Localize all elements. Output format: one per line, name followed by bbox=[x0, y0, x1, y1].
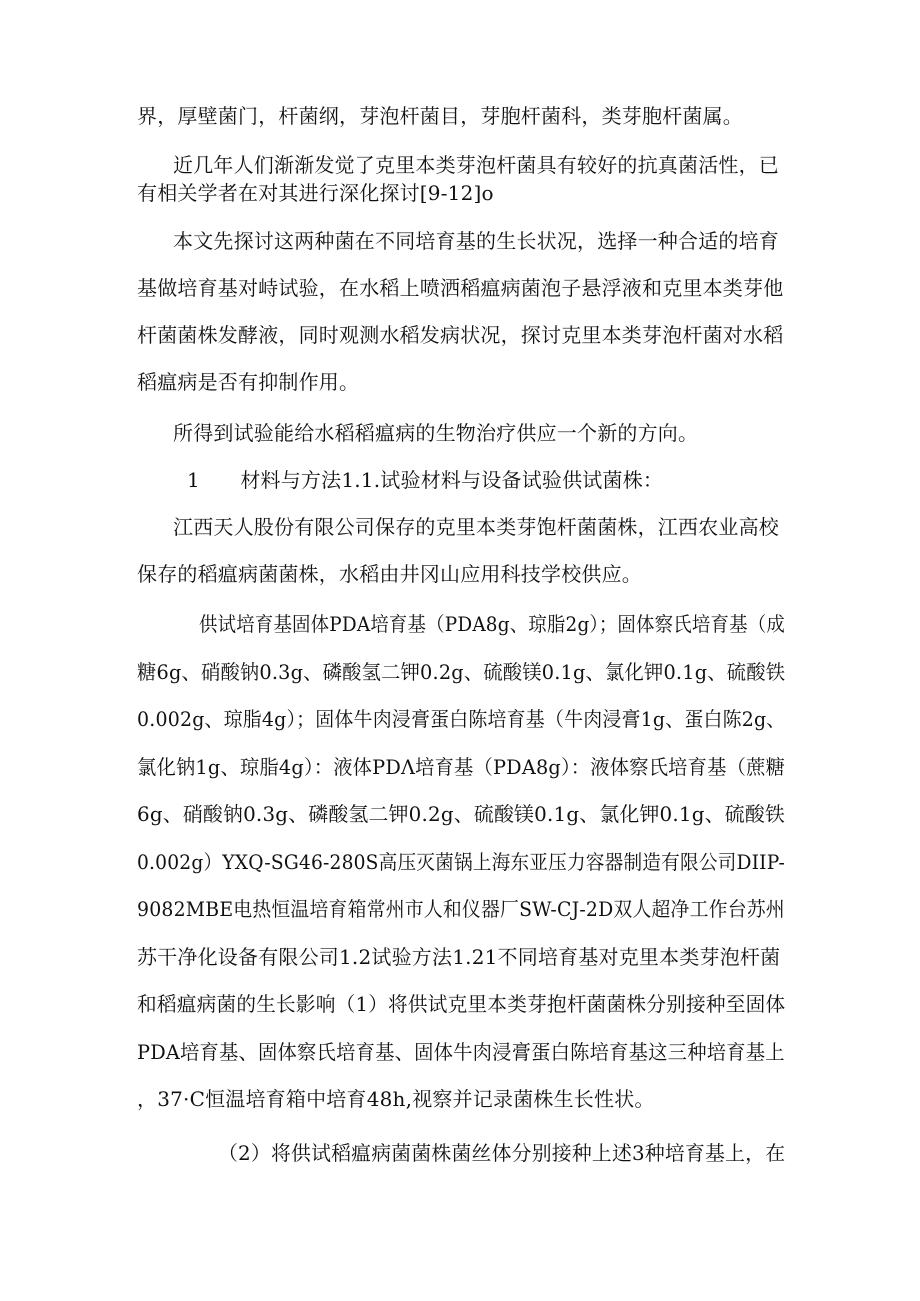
text-line-14: 0.002g、琼脂4g）；固体牛肉浸膏蛋白陈培育基（牛肉浸膏1g、蛋白陈2g、 bbox=[137, 707, 786, 731]
text-line-13: 糖6g、硝酸钠0.3g、磷酸氢二钾0.2g、硫酸镁0.1g、氯化钾0.1g、硫酸铁 bbox=[137, 660, 786, 684]
text-line-23: （2）将供试稻瘟病菌菌株菌丝体分别接种上述3种培育基上，在 bbox=[218, 1141, 786, 1165]
text-line-22: ，37·C恒温培育箱中培育48h,视察并记录菌株生长性状。 bbox=[137, 1087, 655, 1111]
text-line-9: 1 材料与方法1.1.试验材料与设备试验供试菌株： bbox=[187, 468, 664, 492]
text-line-8: 所得到试验能给水稻稻瘟病的生物治疗供应一个新的方向。 bbox=[173, 421, 699, 445]
text-line-21: PDA培育基、固体察氏培育基、固体牛肉浸膏蛋白陈培育基这三种培育基上 bbox=[137, 1040, 785, 1064]
text-line-1: 界，厚壁菌门，杆菌纲，芽泡杆菌目，芽胞杆菌科，类芽胞杆菌属。 bbox=[137, 104, 743, 128]
text-line-12: 供试培育基固体PDA培育基（PDA8g、琼脂2g）；固体察氏培育基（成 bbox=[199, 612, 785, 636]
text-line-18: 9082MBE电热恒温培育箱常州市人和仪器厂SW-CJ-2D双人超净工作台苏州 bbox=[137, 897, 785, 921]
text-line-3: 有相关学者在对其进行深化探讨[9-12]o bbox=[137, 181, 494, 205]
text-line-10: 江西天人股份有限公司保存的克里本类芽饱杆菌菌株，江西农业高校 bbox=[173, 515, 779, 539]
text-line-5: 基做培育基对峙试验，在水稻上喷洒稻瘟病菌泡子悬浮液和克里本类芽他 bbox=[137, 276, 784, 300]
text-line-15: 氯化钠1g、琼脂4g）：液体PDΛ培育基（PDA8g）：液体察氏培育基（蔗糖 bbox=[137, 755, 786, 779]
text-line-6: 杆菌菌株发酵液，同时观测水稻发病状况，探讨克里本类芽泡杆菌对水稻 bbox=[137, 323, 784, 347]
text-line-17: 0.002g）YXQ-SG46-280S高压灭菌锅上海东亚压力容器制造有限公司DIIP- bbox=[137, 850, 785, 874]
text-line-7: 稻瘟病是否有抑制作用。 bbox=[137, 370, 360, 394]
text-line-16: 6g、硝酸钠0.3g、磷酸氢二钾0.2g、硫酸镁0.1g、氯化钾0.1g、硫酸铁 bbox=[137, 802, 785, 826]
text-line-19: 苏干净化设备有限公司1.2试验方法1.21不同培育基对克里本类芽泡杆菌 bbox=[137, 945, 781, 969]
text-line-20: 和稻瘟病菌的生长影响（1）将供试克里本类芽抱杆菌菌株分别接种至固体 bbox=[137, 992, 786, 1016]
text-line-11: 保存的稻瘟病菌菌株，水稻由井冈山应用科技学校供应。 bbox=[137, 562, 642, 586]
text-line-4: 本文先探讨这两种菌在不同培育基的生长状况，选择一种合适的培育 bbox=[173, 229, 779, 253]
text-line-2: 近几年人们渐渐发觉了克里本类芽泡杆菌具有较好的抗真菌活性，已 bbox=[173, 153, 779, 177]
